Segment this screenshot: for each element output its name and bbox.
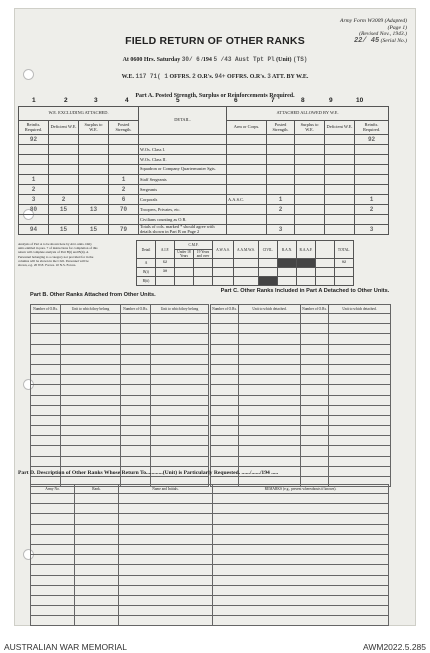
value-cell [325,175,355,185]
detail-cell: Totals of cols. marked * should agree with details shown in Part B on Page 2 [139,225,227,235]
part-d-head: Name and Initials. [119,485,213,494]
column-numbers [18,97,388,105]
table-row [19,165,389,175]
blank-row [31,514,389,524]
part-d-head: Army No. [31,485,75,494]
value-cell [325,145,355,155]
table-row [19,225,389,235]
part-d-heading: Part D. Description of Other Ranks Whose Return To............(Unit) is Particularly Requested. ....../....../194 ..... [18,470,279,476]
value-cell [267,155,295,165]
mini-cmf: C.M.F. [175,241,213,250]
value-cell [325,135,355,145]
mini-head: R.A.N. [278,241,297,259]
value-cell [227,165,267,175]
value-cell: 1 [109,175,139,185]
value-cell [49,135,79,145]
value-cell: 94 [19,225,49,235]
value-cell [295,165,325,175]
value-cell [267,165,295,175]
col-head: Arm or Corps. [227,121,267,135]
value-cell [227,185,267,195]
part-c-head: Unit to which detached. [329,305,391,314]
value-cell [295,195,325,205]
group-heading: ATTACHED ALLOWED BY W.E. [227,107,389,121]
col-number: 8 [301,97,305,104]
part-c-head: Number of O.Rs. [301,305,329,314]
blank-row [31,595,389,605]
value-cell [227,215,267,225]
col-head: Surplus to W.E. [79,121,109,135]
blank-row [211,334,391,344]
detail-cell: Sergeants [139,185,227,195]
value-cell [295,145,325,155]
form-title: FIELD RETURN OF OTHER RANKS [125,35,305,47]
form-revised: (Revised Nov., 1943.) [359,31,407,37]
blank-row [31,426,209,436]
value-cell [355,215,389,225]
value-cell: 3 [355,225,389,235]
we-label: W.E. [121,74,135,80]
value-cell [109,135,139,145]
table-row [19,205,389,215]
blank-row [31,395,209,405]
table-row [19,135,389,145]
blank-row [211,395,391,405]
blank-row [31,334,209,344]
value-cell [227,155,267,165]
value-cell [267,185,295,195]
blank-row [31,524,389,534]
value-cell [49,215,79,225]
value-cell [355,145,389,155]
value-cell [325,215,355,225]
detail-cell: Corporals [139,195,227,205]
at-prefix: At 0600 Hrs. Saturday [122,57,181,63]
blank-row [31,324,209,334]
blank-row [31,555,389,565]
part-d-table [30,484,389,626]
blank-row [211,324,391,334]
detail-cell: Civilians counting as O.R. [139,215,227,225]
value-cell [79,215,109,225]
blank-row [211,446,391,456]
value-cell [49,175,79,185]
value-cell: 15 [49,225,79,235]
table-row [19,175,389,185]
detail-cell: Troopers, Privates, etc. [139,205,227,215]
value-cell [79,175,109,185]
part-c-table [210,304,391,487]
value-cell: 15 [79,225,109,235]
part-b-head: Unit to which they belong [151,305,209,314]
unit-typed: 5 /43 Aust Tpt Pl [213,56,275,63]
value-cell [295,225,325,235]
ors-typed: 94+ [214,73,226,80]
part-a-heading: Part A. Posted Strength, Surplus or Reinforcements Required. [135,93,295,99]
value-cell: 80 [19,205,49,215]
part-d-head: REMARKS (e.g., present whereabouts if known). [213,485,389,494]
col-head: Surplus to W.E. [295,121,325,135]
blank-row [31,364,209,374]
value-cell: 1 [355,195,389,205]
mini-total: 92 [335,259,354,268]
mini-head: 19 Years and over [194,250,213,259]
value-cell [79,165,109,175]
offrs-typed: 2 [192,73,196,80]
col-number: 10 [356,97,364,104]
group-heading: W.E. EXCLUDING ATTACHED. [19,107,139,121]
blank-row [211,456,391,466]
mini-head: Detail [137,241,156,259]
unit-code: (TS) [293,56,308,63]
blank-row [211,385,391,395]
part-b-head: Number of O.Rs. [121,305,151,314]
blank-row [31,504,389,514]
value-cell [325,155,355,165]
unit-label: (Unit) [276,57,292,63]
serial-number: 22/ 45 [353,36,380,45]
form-number: Army Form W3009 (Adapted) [340,18,407,24]
detail-cell: W.Os. Class I. [139,145,227,155]
value-cell [19,215,49,225]
mini-head: CIVIL. [259,241,278,259]
blank-row [31,494,389,504]
value-cell [325,225,355,235]
blank-row [211,364,391,374]
value-cell [267,215,295,225]
blank-row [31,585,389,595]
value-cell [49,145,79,155]
part-c-heading: Part C. Other Ranks Included in Part A Detached to Other Units. [220,288,390,294]
value-cell [79,155,109,165]
value-cell [49,185,79,195]
blank-row [31,575,389,585]
value-cell [79,145,109,155]
col-head: Deficient W.E. [49,121,79,135]
we-line [15,73,415,80]
blank-row [211,426,391,436]
value-cell [109,155,139,165]
blank-row [211,405,391,415]
value-cell [227,135,267,145]
value-cell: 2 [109,185,139,195]
footer-accession: AWM2022.5.285 [363,642,426,652]
value-cell [79,135,109,145]
value-cell: 1 [267,195,295,205]
at-line [15,56,415,63]
value-cell: 2 [267,205,295,215]
analysis-table [136,240,354,286]
mini-head [316,241,335,259]
mini-head: Under 18 Years [175,250,194,259]
value-cell: 3 [267,225,295,235]
part-b-table [30,304,209,487]
blank-row [31,344,209,354]
att-label: ATT. BY W.E. [272,74,309,80]
value-cell [325,185,355,195]
blank-row [31,534,389,544]
value-cell [109,165,139,175]
blank-row [31,606,389,616]
blank-row [211,436,391,446]
ors2-label: O.R's. [249,74,266,80]
value-cell: 2 [19,185,49,195]
col-head: Posted Strength. [267,121,295,135]
analysis-note: Analysis of Part A to be shown here by ALL units. Only units entitled in para. 7 of instructions for completion of this return will complete analysis of Part B(i) and B(ii). A Personnel belonging to a category not provided for in the columns will be shown in the Civil. Personnel will be shown, e.g. 20 W.E. Forces. 10 N.S. Forces. [18,242,98,268]
value-cell [295,185,325,195]
blank-row [31,314,209,324]
blank-row [211,314,391,324]
value-cell: 6 [109,195,139,205]
value-cell [227,205,267,215]
col-head: Deficient W.E. [325,121,355,135]
blank-row [211,415,391,425]
value-cell [355,175,389,185]
table-row [19,215,389,225]
value-cell: 2 [355,205,389,215]
value-cell [295,205,325,215]
value-cell [49,155,79,165]
table-row [19,195,389,205]
value-cell [355,155,389,165]
col-number: 2 [64,97,68,104]
value-cell [295,215,325,225]
value-cell: 92 [355,135,389,145]
value-cell [227,175,267,185]
blank-row [211,344,391,354]
mini-row-label: A [137,259,156,268]
value-cell: 79 [109,225,139,235]
value-cell [227,225,267,235]
col-number: 5 [176,97,180,104]
mini-aif: 30 [156,268,175,277]
value-cell: 15 [49,205,79,215]
mini-head: R.A.A.F. [297,241,316,259]
value-cell [79,195,109,205]
value-cell [325,195,355,205]
value-cell [295,135,325,145]
part-a-table [18,106,389,235]
value-cell [295,175,325,185]
blank-row [31,405,209,415]
col-number: 1 [32,97,36,104]
value-cell [109,145,139,155]
part-b-head: Number of O.Rs. [31,305,61,314]
col-number: 4 [125,97,129,104]
value-cell: 92 [19,135,49,145]
value-cell [109,215,139,225]
value-cell [267,175,295,185]
value-cell [325,165,355,175]
table-row [19,155,389,165]
value-cell [227,145,267,155]
value-cell [79,185,109,195]
detail-heading: DETAIL. [139,107,227,135]
detail-cell: W.Os. Class II. [139,155,227,165]
year-prefix: /194 [201,57,212,63]
part-c-head: Unit to which detached. [239,305,301,314]
value-cell: 70 [109,205,139,215]
detail-cell: Staff Sergeants [139,175,227,185]
col-number: 7 [271,97,275,104]
blank-row [31,354,209,364]
blank-row [31,385,209,395]
value-cell [267,135,295,145]
blank-row [31,616,389,626]
ors2-typed: 3 [267,73,271,80]
value-cell: 2 [49,195,79,205]
blank-row [211,354,391,364]
date-typed: 30/ 6 [181,56,200,63]
col-number: 3 [94,97,98,104]
detail-cell: Squadron or Company Quartermaster Sgts. [139,165,227,175]
mini-row-label: B(ii) [137,277,156,286]
value-cell [355,185,389,195]
mini-head: TOTAL. [335,241,354,259]
detail-cell [139,135,227,145]
col-number: 6 [234,97,238,104]
value-cell: 1 [19,175,49,185]
part-d-head: Rank. [75,485,119,494]
value-cell [19,165,49,175]
blank-row [31,446,209,456]
value-cell: A.A.S.C. [227,195,267,205]
form-page: (Page 1) [387,24,407,31]
table-row [19,145,389,155]
col-head: Reinfts. Required. [355,121,389,135]
value-cell [325,205,355,215]
col-head: Posted Strength. [109,121,139,135]
value-cell [295,155,325,165]
footer-credit: AUSTRALIAN WAR MEMORIAL [4,642,127,652]
col-number: 9 [329,97,333,104]
footer [0,640,430,653]
offrs-label: OFFRS. [169,74,191,80]
blank-row [31,565,389,575]
value-cell [19,155,49,165]
value-cell [355,165,389,175]
ors-label: O.R's. [197,74,214,80]
part-b-head: Unit to which they belong [61,305,121,314]
mini-aif: 52 [156,259,175,268]
offrs2-label: OFFRS. [227,74,249,80]
blank-row [31,544,389,554]
mini-row-label: B(i) [137,268,156,277]
serial-label: (Serial No.) [380,37,407,44]
value-cell [19,145,49,155]
we-typed: 117 71( 1 [135,73,168,80]
mini-head: A.W.A.S. [213,241,234,259]
blank-row [31,375,209,385]
part-b-heading: Part B. Other Ranks Attached from Other Units. [30,292,156,298]
value-cell: 13 [79,205,109,215]
value-cell [49,165,79,175]
value-cell: 3 [19,195,49,205]
value-cell [267,145,295,155]
blank-row [31,456,209,466]
mini-head: A.A.M.W.S. [234,241,259,259]
blank-row [31,436,209,446]
col-head: Reinfts. Required. [19,121,49,135]
blank-row [211,375,391,385]
mini-head: A.I.F. [156,241,175,259]
table-row [19,185,389,195]
blank-row [31,415,209,425]
part-c-head: Number of O.Rs. [211,305,239,314]
